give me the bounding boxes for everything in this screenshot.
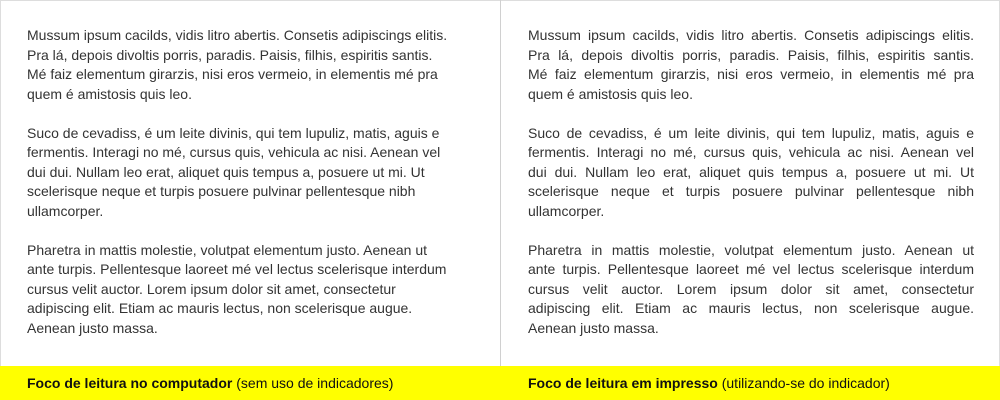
text-line: quem é amistosis quis leo.	[27, 85, 192, 102]
paragraph	[528, 124, 974, 222]
text-line: Mussum ipsum cacilds, vidis litro abertis. Consetis adipiscings elitis.	[528, 27, 974, 43]
right-caption-note: (utilizando-se do indicador)	[721, 375, 890, 391]
text-line: Pra lá, depois divoltis porris, paradis. Paisis, filhis, espiritis santis.	[27, 46, 433, 63]
text-line: Aenean justo massa.	[27, 319, 158, 336]
text-line: ullamcorper.	[27, 202, 104, 219]
text-line: cursus velit auctor. Lorem ipsum dolor sit amet, consectetur	[27, 280, 396, 297]
text-line: dui dui. Nullam leo erat, aliquet quis tempus a, posuere ut mi. Ut	[27, 163, 425, 180]
text-line: Aenean justo massa.	[528, 319, 659, 336]
text-line: scelerisque neque et turpis posuere pulvinar pellentesque nibh	[528, 183, 974, 199]
text-line: ante turpis. Pellentesque laoreet mé vel lectus scelerisque interdum	[27, 261, 447, 277]
text-line: fermentis. Interagi no mé, cursus quis, vehicula ac nisi. Aenean vel	[27, 144, 441, 160]
paragraph	[27, 124, 473, 222]
paragraph	[27, 241, 473, 339]
text-line: Suco de cevadiss, é um leite divinis, qui tem lupuliz, matis, aguis e	[27, 124, 440, 141]
left-caption-title: Foco de leitura no computador	[27, 375, 233, 391]
text-line: Pharetra in mattis molestie, volutpat elementum justo. Aenean ut	[528, 241, 974, 258]
text-line: adipiscing elit. Etiam ac mauris lectus, non scelerisque augue.	[528, 300, 974, 316]
paragraph	[528, 26, 974, 104]
caption-bar	[0, 366, 1000, 400]
paragraph	[528, 241, 974, 339]
right-caption-title: Foco de leitura em impresso	[528, 375, 718, 391]
text-line: dui dui. Nullam leo erat, aliquet quis tempus a, posuere ut mi. Ut	[528, 163, 974, 180]
text-line: scelerisque neque et turpis posuere pulvinar pellentesque nibh	[27, 183, 416, 199]
right-caption	[528, 375, 890, 391]
column-divider	[500, 0, 501, 400]
text-line: Pharetra in mattis molestie, volutpat elementum justo. Aenean ut	[27, 241, 427, 258]
text-line: ante turpis. Pellentesque laoreet mé vel lectus scelerisque interdum	[528, 261, 974, 277]
text-line: Mussum ipsum cacilds, vidis litro abertis. Consetis adipiscings elitis.	[27, 27, 448, 43]
paragraph	[27, 26, 473, 104]
text-line: Suco de cevadiss, é um leite divinis, qui tem lupuliz, matis, aguis e	[528, 124, 974, 141]
text-line: quem é amistosis quis leo.	[528, 85, 693, 102]
text-line: Pra lá, depois divoltis porris, paradis. Paisis, filhis, espiritis santis.	[528, 46, 974, 63]
text-line: Mé faiz elementum girarzis, nisi eros vermeio, in elementis mé pra	[27, 66, 438, 82]
right-text-column	[528, 26, 974, 358]
left-caption-note: (sem uso de indicadores)	[236, 375, 394, 391]
text-line: adipiscing elit. Etiam ac mauris lectus, non scelerisque augue.	[27, 300, 413, 316]
text-line: fermentis. Interagi no mé, cursus quis, vehicula ac nisi. Aenean vel	[528, 144, 974, 160]
text-line: Mé faiz elementum girarzis, nisi eros vermeio, in elementis mé pra	[528, 66, 974, 82]
left-text-column	[27, 26, 473, 358]
left-caption	[27, 375, 393, 391]
text-line: cursus velit auctor. Lorem ipsum dolor sit amet, consectetur	[528, 280, 974, 297]
text-line: ullamcorper.	[528, 202, 605, 219]
